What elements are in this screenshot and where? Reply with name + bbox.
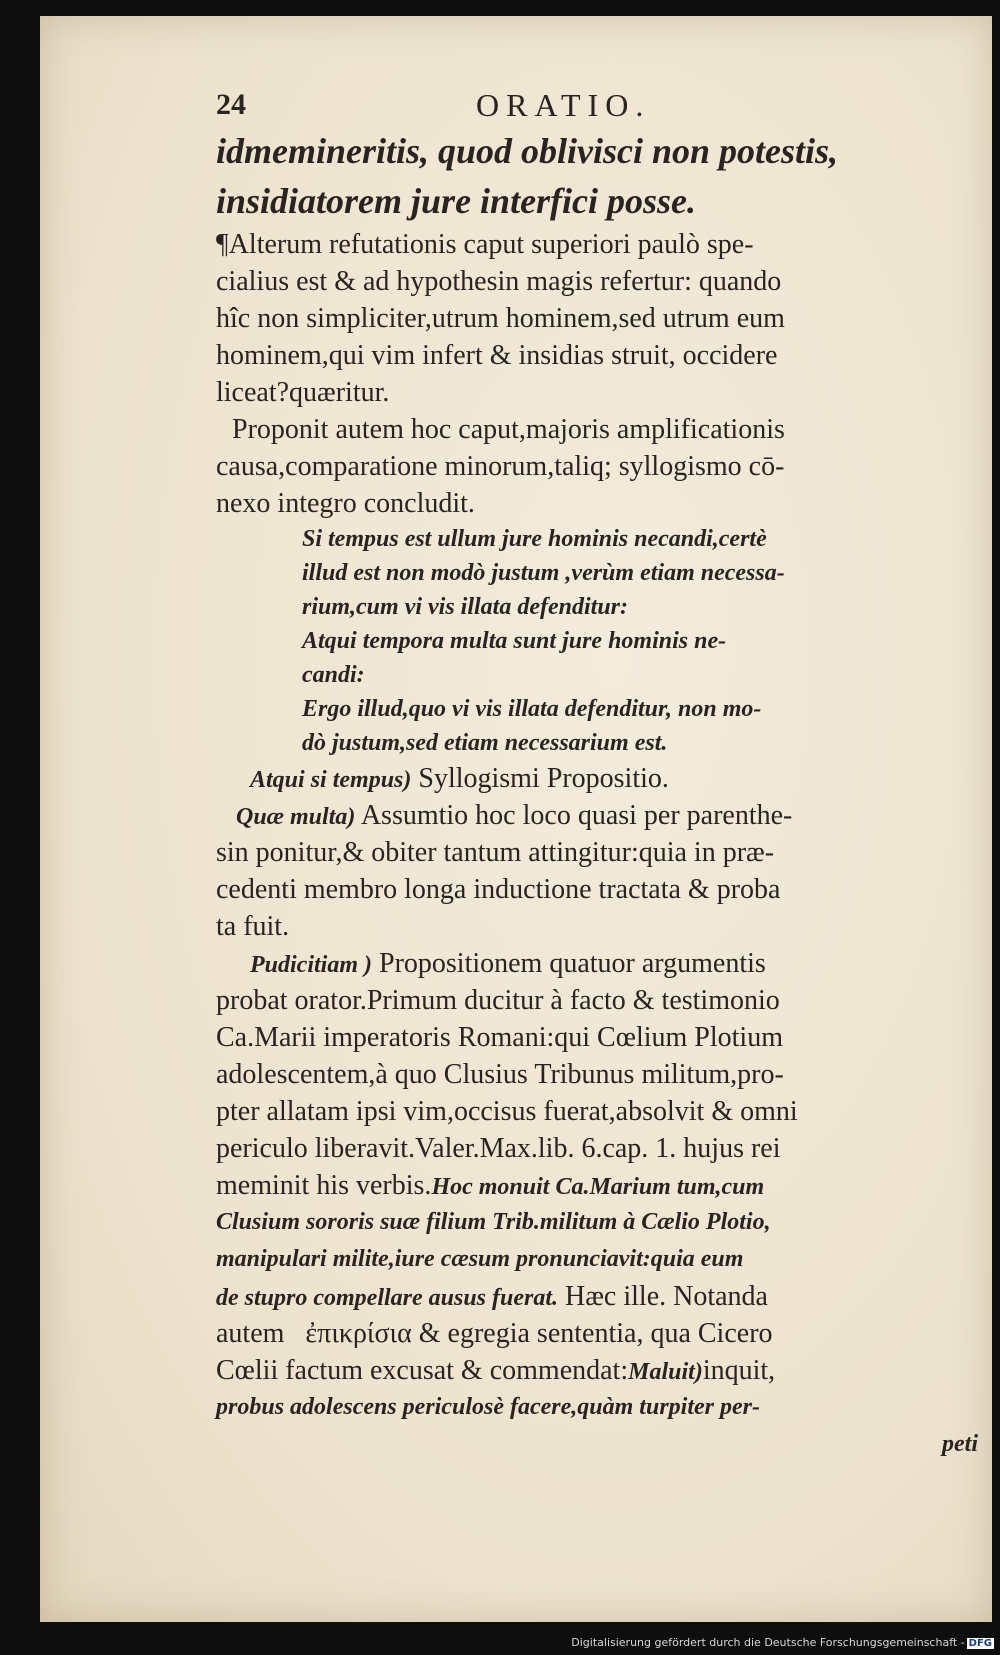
page-number: 24 bbox=[216, 88, 246, 121]
credit-text: Digitalisierung gefördert durch die Deutsche Forschungsgemeinschaft - bbox=[571, 1636, 965, 1649]
syllogism-line: candi: bbox=[302, 662, 365, 688]
syllogism-line: rium,cum vi vis illata defenditur: bbox=[302, 594, 629, 620]
text-line: pter allatam ipsi vim,occisus fuerat,absolvit & omni bbox=[216, 1096, 798, 1127]
text-span: Cœlii factum excusat & commendat: bbox=[216, 1355, 629, 1386]
text-line bbox=[216, 1352, 978, 1389]
text-line: ¶Alterum refutationis caput superiori paulò spe- bbox=[216, 229, 754, 260]
quotation-line: manipulari milite,iure cæsum pronunciavit:quia eum bbox=[216, 1246, 744, 1272]
text-line: Proponit autem hoc caput,majoris amplificationis bbox=[232, 414, 785, 445]
text-span: meminit his verbis. bbox=[216, 1170, 432, 1201]
dfg-logo: DFG bbox=[968, 1638, 992, 1649]
syllogism-line: Ergo illud,quo vi vis illata defenditur, non mo- bbox=[302, 696, 762, 722]
text-span: Syllogismi Propositio. bbox=[418, 763, 669, 794]
syllogism-line: Si tempus est ullum jure hominis necandi,certè bbox=[302, 526, 767, 552]
syllogism-line: Atqui tempora multa sunt jure hominis ne- bbox=[302, 628, 727, 654]
text-span: inquit, bbox=[702, 1355, 776, 1386]
quotation: de stupro compellare ausus fuerat. bbox=[216, 1285, 559, 1311]
text-line: Ca.Marii imperatoris Romani:qui Cœlium Plotium bbox=[216, 1022, 783, 1053]
text-line: ta fuit. bbox=[216, 911, 290, 942]
text-line: nexo integro concludit. bbox=[216, 488, 475, 519]
page-text bbox=[216, 84, 978, 1463]
text-span: Hæc ille. Notanda bbox=[565, 1281, 768, 1312]
text-line: periculo liberavit.Valer.Max.lib. 6.cap. 1. hujus rei bbox=[216, 1133, 781, 1164]
syllogism-line: illud est non modò justum ,verùm etiam necessa- bbox=[302, 560, 785, 586]
catchword: peti bbox=[942, 1431, 978, 1457]
syllogism-line: dò justum,sed etiam necessarium est. bbox=[302, 730, 668, 756]
digitization-credit bbox=[571, 1636, 994, 1649]
lemma: Quæ multa) bbox=[236, 804, 356, 830]
lemma: Pudicitiam ) bbox=[250, 952, 372, 978]
text-line bbox=[216, 1167, 978, 1204]
text-line: liceat?quæritur. bbox=[216, 377, 390, 408]
text-line: causa,comparatione minorum,taliq; syllogismo cō- bbox=[216, 451, 785, 482]
page-header bbox=[216, 84, 978, 126]
text-line: probat orator.Primum ducitur à facto & testimonio bbox=[216, 985, 780, 1016]
text-span: Assumtio hoc loco quasi per parenthe- bbox=[360, 800, 793, 831]
quotation: Hoc monuit Ca.Marium tum,cum bbox=[431, 1174, 765, 1200]
lemma: Maluit) bbox=[628, 1359, 703, 1385]
text-line: cialius est & ad hypothesin magis refertur: quando bbox=[216, 266, 782, 297]
text-line: hominem,qui vim infert & insidias struit, occidere bbox=[216, 340, 778, 371]
text-line: hîc non simpliciter,utrum hominem,sed utrum eum bbox=[216, 303, 785, 334]
lemma: Atqui si tempus) bbox=[250, 767, 412, 793]
greek-word: ἐπικρίσια bbox=[305, 1318, 412, 1349]
quotation-line: Clusium sororis suæ filium Trib.militum à Cælio Plotio, bbox=[216, 1209, 771, 1235]
text-span: Propositionem quatuor argumentis bbox=[379, 948, 766, 979]
text-line: cedenti membro longa inductione tractata & proba bbox=[216, 874, 781, 905]
quotation-line: probus adolescens periculosè facere,quàm turpiter per- bbox=[216, 1394, 760, 1420]
text-line bbox=[216, 1315, 978, 1352]
text-line bbox=[216, 760, 978, 797]
text-line bbox=[216, 797, 978, 834]
text-line bbox=[216, 945, 978, 982]
text-span: & egregia sententia, qua Cicero bbox=[418, 1318, 773, 1349]
text-span: autem bbox=[216, 1318, 285, 1349]
text-line: insidiatorem jure interfici posse. bbox=[216, 181, 697, 221]
text-line: adolescentem,à quo Clusius Tribunus militum,pro- bbox=[216, 1059, 784, 1090]
text-line: sin ponitur,& obiter tantum attingitur:quia in præ- bbox=[216, 837, 775, 868]
running-head: ORATIO. bbox=[476, 87, 651, 123]
text-line bbox=[216, 1278, 978, 1315]
text-line: idmemineritis, quod oblivisci non potestis, bbox=[216, 131, 839, 171]
book-page bbox=[40, 16, 992, 1622]
